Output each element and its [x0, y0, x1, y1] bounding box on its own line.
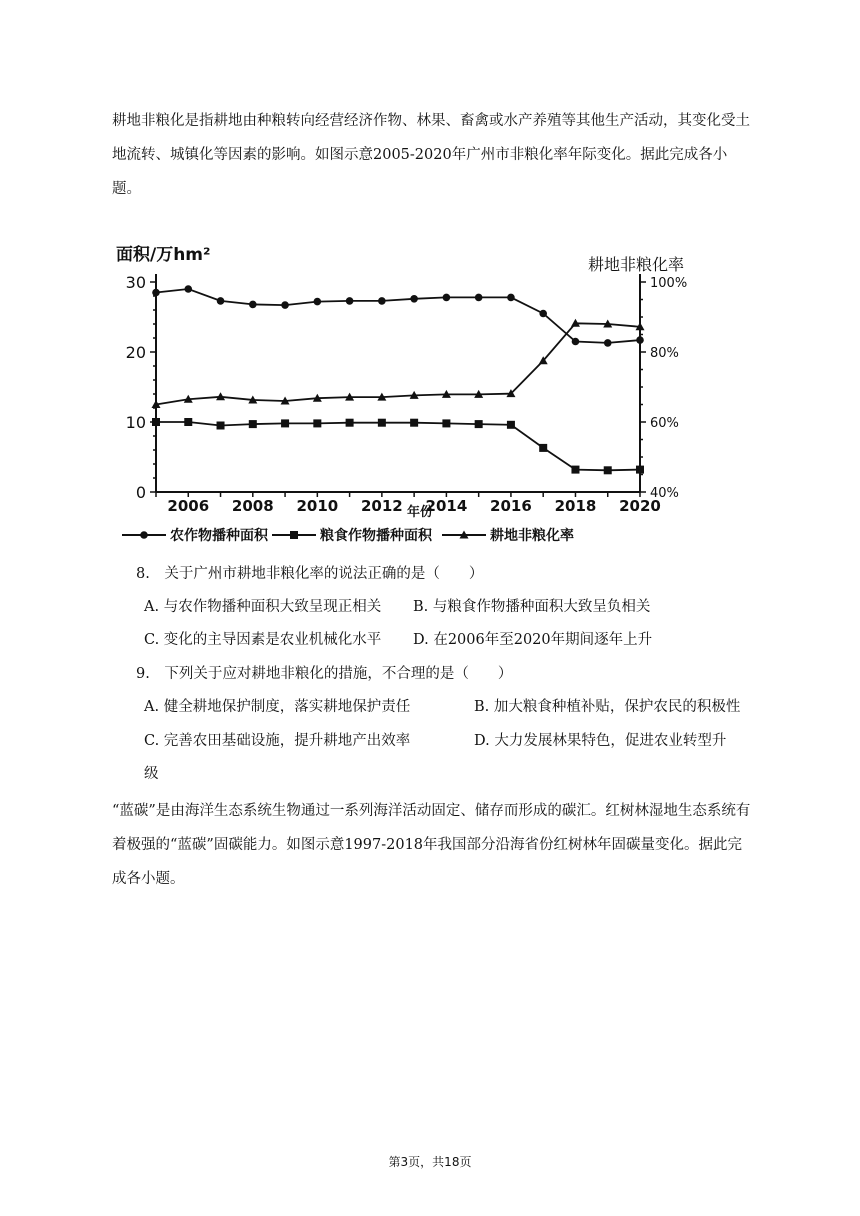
x-tick-label: 2016 [490, 497, 532, 515]
legend-label: 农作物播种面积 [170, 528, 268, 544]
x-tick-label: 2008 [231, 497, 274, 515]
data-point-circle [152, 289, 160, 297]
data-point-circle [604, 339, 612, 347]
data-point-circle [507, 294, 515, 302]
data-point-circle [572, 338, 580, 346]
x-tick-label: 2006 [167, 497, 210, 515]
intro-paragraph-2: “蓝碳”是由海洋生态系统生物通过一系列海洋活动固定、储存而形成的碳汇。红树林湿地生态系统有着极强的“蓝碳”固碳能力。如图示意1997-2018年我国部分沿海省份红树林年固碳量变化。据此完成各小题。 [112, 803, 751, 887]
data-point-square [475, 420, 483, 428]
data-point-square [217, 422, 225, 430]
data-point-circle [410, 295, 418, 303]
data-point-circle [314, 298, 322, 306]
data-point-circle [184, 285, 192, 293]
x-tick-label: 2010 [296, 497, 339, 515]
data-point-circle [475, 294, 483, 302]
data-point-circle [217, 297, 225, 305]
data-point-square [378, 419, 386, 427]
question-9-stem: 9. 下列关于应对耕地非粮化的措施，不合理的是（ ） [136, 666, 513, 682]
y-right-tick-label: 40% [650, 486, 679, 501]
data-point-square [539, 444, 547, 452]
data-point-square [636, 466, 644, 474]
y-axis-right-label: 耕地非粮化率 [588, 255, 685, 274]
legend [122, 527, 574, 544]
question-8-option-b: B. 与粮食作物播种面积大致呈负相关 [413, 599, 651, 615]
line-chart [112, 238, 704, 548]
data-point-square [346, 419, 354, 427]
series-line [156, 422, 640, 470]
y-left-tick-label: 10 [125, 413, 146, 432]
question-9-option-d-wrap: 级 [144, 766, 159, 782]
data-point-square [410, 419, 418, 427]
data-point-square [507, 421, 515, 429]
data-point-square [184, 418, 192, 426]
data-point-circle [281, 301, 289, 309]
data-point-square [290, 531, 298, 539]
legend-label: 粮食作物播种面积 [320, 528, 432, 544]
y-left-tick-label: 20 [125, 343, 146, 362]
series-0 [152, 285, 644, 347]
x-tick-label: 2012 [360, 497, 403, 515]
data-point-square [152, 418, 160, 426]
series-2 [152, 319, 645, 408]
chart [112, 238, 704, 548]
x-axis-label: 年份 [407, 505, 434, 520]
question-8-option-c: C. 变化的主导因素是农业机械化水平 [144, 632, 382, 648]
x-tick-label: 2014 [425, 497, 468, 515]
data-point-circle [636, 336, 644, 344]
data-point-square [249, 420, 257, 428]
page-footer: 第3页，共18页 [388, 1155, 472, 1169]
x-tick-label: 2018 [554, 497, 597, 515]
data-point-square [571, 466, 579, 474]
series-1 [152, 418, 644, 474]
question-8-stem: 8. 关于广州市耕地非粮化率的说法正确的是（ ） [136, 566, 484, 582]
x-tick-label: 2020 [619, 497, 661, 515]
data-point-circle [140, 531, 148, 539]
question-9-option-b: B. 加大粮食种植补贴，保护农民的积极性 [474, 699, 741, 715]
y-right-tick-label: 60% [650, 416, 679, 431]
question-9-option-d: D. 大力发展林果特色，促进农业转型升 [474, 733, 727, 749]
question-9-option-c: C. 完善农田基础设施，提升耕地产出效率 [144, 733, 411, 749]
legend-label: 耕地非粮化率 [490, 528, 574, 544]
data-point-square [442, 419, 450, 427]
question-8-option-a: A. 与农作物播种面积大致呈现正相关 [144, 599, 382, 615]
data-point-square [281, 419, 289, 427]
data-point-circle [443, 294, 451, 302]
series-line [156, 289, 640, 343]
data-point-circle [378, 297, 386, 305]
series [152, 285, 645, 474]
data-point-circle [346, 297, 354, 305]
y-left-tick-label: 30 [125, 273, 146, 292]
data-point-circle [249, 301, 257, 309]
intro-paragraph-1: 耕地非粮化是指耕地由种粮转向经营经济作物、林果、畜禽或水产养殖等其他生产活动，其变化受土地流转、城镇化等因素的影响。如图示意2005-2020年广州市非粮化率年际变化。据此完成各小题。 [112, 113, 750, 197]
y-left-tick-label: 0 [135, 483, 146, 502]
y-axis-left-label: 面积/万hm² [116, 245, 211, 265]
data-point-square [604, 466, 612, 474]
data-point-square [313, 419, 321, 427]
y-right-tick-label: 80% [650, 346, 679, 361]
data-point-circle [539, 310, 547, 318]
y-right-tick-label: 100% [650, 276, 688, 291]
axes [126, 273, 688, 515]
question-9-option-a: A. 健全耕地保护制度，落实耕地保护责任 [144, 699, 411, 715]
question-8-option-d: D. 在2006年至2020年期间逐年上升 [413, 632, 653, 648]
